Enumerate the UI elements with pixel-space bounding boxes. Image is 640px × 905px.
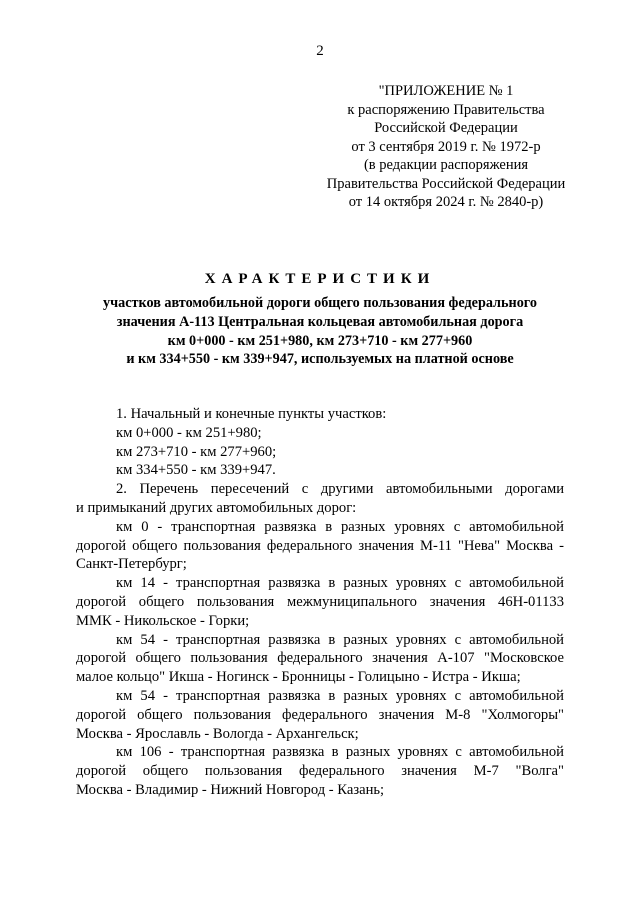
subtitle-line: км 0+000 - км 251+980, км 273+710 - км 277+960 [167,332,473,349]
appendix-header [296,82,596,212]
intersection-entry-line: км 106 - транспортная развязка в разных уровнях с автомобильной [116,744,564,761]
intersection-entry-line: км 0 - транспортная развязка в разных уровнях с автомобильной [116,518,564,535]
page-number: 2 [316,43,324,59]
appendix-line: к распоряжению Правительства [347,101,545,118]
intersection-entry-line: дорогой общего пользования федерального значения М-7 "Волга" [76,763,564,780]
subtitle-line: значения А-113 Центральная кольцевая автомобильная дорога [116,313,524,330]
intersection-entry-line: ММК - Никольское - Горки; [76,612,250,629]
document-title: ХАРАКТЕРИСТИКИ [204,271,436,287]
intersection-entry-line: Москва - Ярославль - Вологда - Архангельск; [76,725,359,742]
section-2-heading-cont: и примыканий других автомобильных дорог: [76,499,357,516]
intersection-entry-line: км 54 - транспортная развязка в разных уровнях с автомобильной [116,631,564,648]
subtitle-line: участков автомобильной дороги общего пользования федерального [103,295,537,311]
appendix-line: от 14 октября 2024 г. № 2840-р) [348,194,544,210]
appendix-line: Правительства Российской Федерации [326,175,566,192]
section-1-item: км 0+000 - км 251+980; [116,424,262,441]
intersection-entry-line: Санкт-Петербург; [76,556,187,573]
intersection-entry-line: км 14 - транспортная развязка в разных уровнях с автомобильной [116,575,564,592]
section-1-heading: 1. Начальный и конечные пункты участков: [116,406,387,422]
document-body [76,405,564,800]
section-1-item: км 334+550 - км 339+947. [116,462,276,479]
appendix-line: "ПРИЛОЖЕНИЕ № 1 [378,83,514,99]
appendix-line: от 3 сентября 2019 г. № 1972-р [351,138,541,155]
section-2-heading: 2. Перечень пересечений с другими автомобильными дорогами [116,481,564,498]
intersection-entry-line: дорогой общего пользования федерального значения А-107 "Московское [76,650,564,667]
document-subtitle [60,294,580,369]
appendix-line: Российской Федерации [374,120,518,136]
intersection-entry-line: км 54 - транспортная развязка в разных уровнях с автомобильной [116,687,564,704]
intersection-entry-line: дорогой общего пользования федерального значения М-8 "Холмогоры" [76,706,564,723]
intersection-entry-line: дорогой общего пользования федерального значения М-11 "Нева" Москва - [76,537,564,554]
subtitle-line: и км 334+550 - км 339+947, используемых на платной основе [126,351,514,368]
intersection-entry-line: малое кольцо" Икша - Ногинск - Бронницы - Голицыно - Истра - Икша; [76,669,521,686]
intersection-entry-line: Москва - Владимир - Нижний Новгород - Казань; [76,781,385,798]
section-1-item: км 273+710 - км 277+960; [116,443,277,460]
intersection-entry-line: дорогой общего пользования межмуниципального значения 46Н-01133 [76,593,564,610]
appendix-line: (в редакции распоряжения [363,157,529,173]
